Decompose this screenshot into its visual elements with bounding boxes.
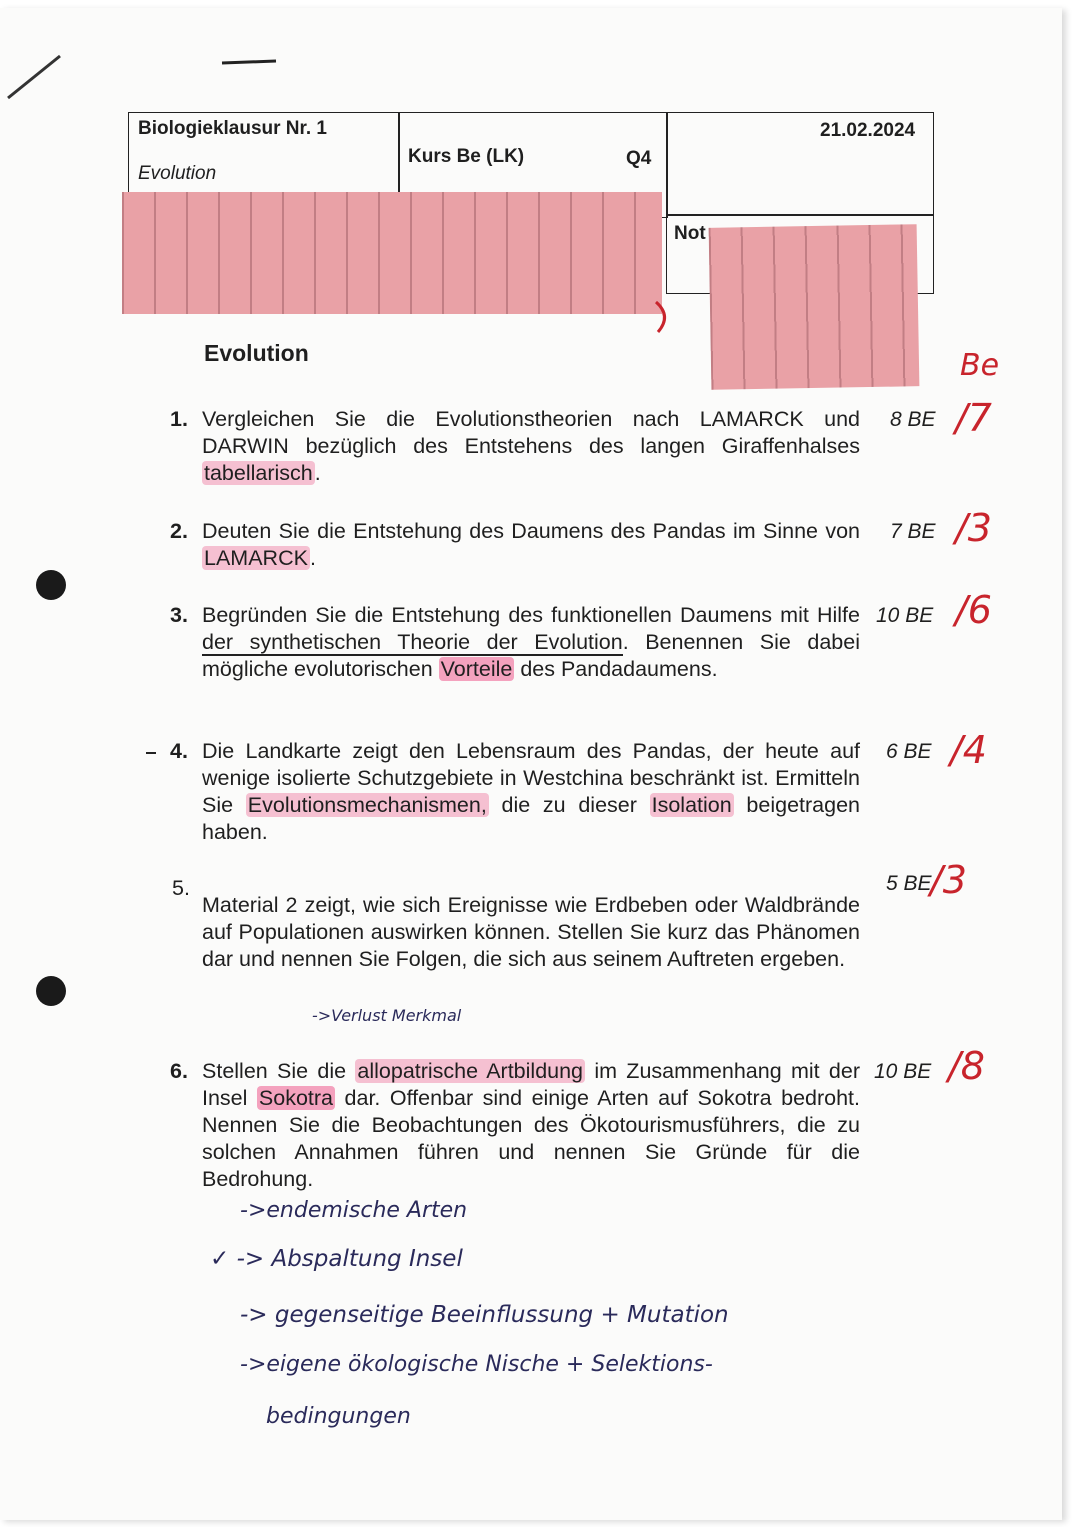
task-6-points: 10 BE [874, 1060, 932, 1083]
task-5-score: /3 [930, 858, 967, 902]
task-1-points: 8 BE [890, 408, 936, 431]
task-number: 2. [170, 519, 188, 543]
task-number: 3. [170, 603, 188, 627]
task-1 [170, 406, 860, 487]
highlighted-term: Vorteile [440, 657, 513, 681]
task-text: Deuten Sie die Entstehung des Daumens des Pandas im Sinne von LAMARCK. [202, 519, 860, 570]
task-3-score: /6 [955, 588, 992, 632]
highlighted-term: LAMARCK [204, 546, 308, 570]
highlighted-term: Isolation [651, 793, 732, 817]
term-label: Q4 [626, 148, 652, 169]
section-title: Evolution [204, 340, 309, 366]
grade-label: Not [674, 223, 706, 244]
handwritten-line-4: ->eigene ökologische Nische + Selektions- [240, 1352, 713, 1377]
handwritten-line-2: ✓ -> Abspaltung Insel [210, 1246, 463, 1272]
task-6 [170, 1058, 860, 1193]
highlighted-term: tabellarisch [204, 461, 313, 485]
highlighted-term: allopatrische Artbildung [357, 1059, 584, 1083]
underlined-term: der synthetischen Theorie der Evolution [202, 630, 623, 654]
task-number: 4. [170, 739, 188, 763]
punch-hole-bottom [36, 976, 66, 1006]
highlighted-term: Evolutionsmechanismen, [247, 793, 487, 817]
task-number: 6. [170, 1059, 188, 1083]
task-text: Material 2 zeigt, wie sich Ereignisse wie Erdbeben oder Waldbrände auf Populationen auswirken können. Stellen Sie kurz das Phänomen dar und nennen Sie Folgen, die sich aus seinem Auftreten ergeben. [202, 893, 860, 971]
task-5-points: 5 BE [886, 872, 932, 895]
red-pen-mark [650, 298, 680, 338]
task-4 [170, 738, 860, 846]
exam-date: 21.02.2024 [820, 120, 916, 141]
task-2 [170, 518, 860, 572]
punch-hole-top [36, 570, 66, 600]
task-5 [170, 892, 860, 973]
task-4-score: /4 [950, 728, 987, 772]
task-3 [170, 602, 860, 683]
handwritten-line-1: ->endemische Arten [240, 1198, 468, 1223]
task-2-score: /3 [955, 506, 992, 550]
highlighted-term: Sokotra [258, 1086, 334, 1110]
header-divider [666, 214, 934, 216]
exam-sheet [0, 8, 1062, 1520]
privacy-sticker-left [122, 192, 662, 314]
task-6-score: /8 [948, 1044, 985, 1088]
handwritten-note-task-5: ->Verlust Merkmal [312, 1006, 462, 1025]
task-3-points: 10 BE [876, 604, 934, 627]
task-4-points: 6 BE [886, 740, 932, 763]
exam-topic: Evolution [138, 163, 217, 184]
task-text: Die Landkarte zeigt den Lebensraum des Pandas, der heute auf wenige isolierte Schutzgebiete in Westchina beschränkt ist. Ermitteln Sie Evolutionsmechanismen, die zu dieser Isolation beigetragen haben. [202, 739, 860, 844]
handwritten-line-3: -> gegenseitige Beeinflussung + Mutation [240, 1302, 729, 1328]
task-number: 1. [170, 407, 188, 431]
task-5-number: 5. [172, 876, 190, 900]
course-label: Kurs Be (LK) [408, 146, 525, 167]
task-2-points: 7 BE [890, 520, 936, 543]
task-text: Begründen Sie die Entstehung des funktionellen Daumens mit Hilfe der synthetischen Theorie der Evolution. Benennen Sie dabei mögliche evolutorischen Vorteile des Pandadaumens. [202, 603, 860, 681]
task-1-score: /7 [955, 396, 992, 440]
privacy-sticker-right [709, 224, 920, 390]
handwritten-line-5: bedingungen [266, 1404, 411, 1429]
margin-dash [146, 752, 156, 754]
margin-note: Be [960, 348, 1000, 383]
pen-stroke-marks [0, 28, 300, 108]
exam-title: Biologieklausur Nr. 1 [138, 118, 327, 139]
task-text: Vergleichen Sie die Evolutionstheorien nach LAMARCK und DARWIN bezüglich des Entstehens des langen Giraffenhalses tabellarisch. [202, 407, 860, 485]
task-text: Stellen Sie die allopatrische Artbildung im Zusammenhang mit der Insel Sokotra dar. Offenbar sind einige Arten auf Sokotra bedroht. Nennen Sie die Beobachtungen des Ökotourismusführers, die zu solchen Annahmen führen und nennen Sie Gründe für die Bedrohung. [202, 1059, 861, 1191]
